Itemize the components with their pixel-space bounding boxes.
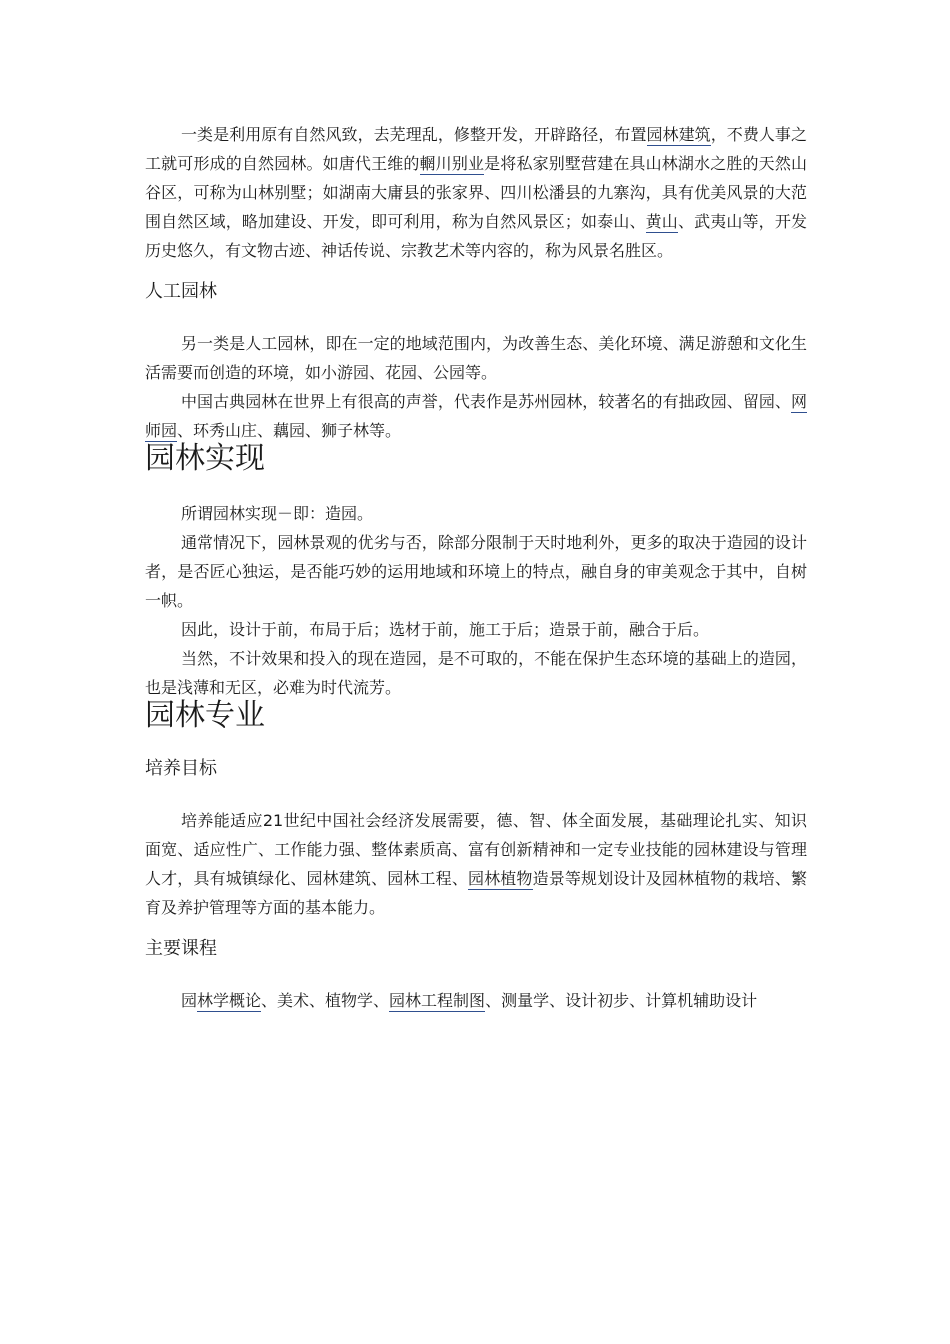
heading-garden-realization: 园林实现 bbox=[145, 441, 265, 476]
link-wangchuan-villa[interactable]: 輞川别业 bbox=[419, 154, 485, 173]
heading-garden-major: 园林专业 bbox=[145, 698, 265, 733]
link-garden-plants[interactable]: 园林植物 bbox=[467, 869, 533, 888]
text-run: 一类是利用原有自然风致，去芜理乱，修整开发，开辟路径，布置 bbox=[181, 125, 647, 144]
realization-paragraph-4: 当然，不计效果和投入的现在造园，是不可取的，不能在保护生态环境的基础上的造园，也是浅薄和无区，必难为时代流芳。 bbox=[145, 649, 807, 697]
text-run: 、美术、植物学、 bbox=[261, 991, 390, 1010]
link-master-of-nets-garden[interactable]: 网师园 bbox=[145, 392, 807, 440]
century-number: 21 bbox=[262, 811, 284, 830]
realization-paragraph-3: 因此，设计于前，布局于后；选材于前，施工于后；造景于前，融合于后。 bbox=[181, 620, 710, 639]
main-courses-paragraph bbox=[145, 986, 807, 1015]
link-garden-architecture[interactable]: 园林建筑 bbox=[646, 125, 711, 144]
artificial-garden-paragraph: 另一类是人工园林，即在一定的地域范围内，为改善生态、美化环境、满足游憩和文化生活需要而创造的环境，如小游园、花园、公园等。 bbox=[145, 334, 807, 382]
text-run: 培养能适应 bbox=[181, 811, 263, 830]
text-run: 、测量学、设计初步、计算机辅助设计 bbox=[485, 991, 758, 1010]
text-run: ，不费人事之工就可形成的自然园林。如唐代王维的 bbox=[145, 125, 807, 173]
text-run: 世纪中国社会经济发展需要，德、智、体全面发展，基础理论扎实、知识面宽、适应性广、工作能力强、整体素质高、富有创新精神和一定专业技能的园林建设与管理人才，具有城镇绿化、园林建筑、园林工程、 bbox=[145, 811, 807, 888]
text-run: 是将私家别墅营建在具山林湖水之胜的天然山谷区，可称为山林别墅；如湖南大庸县的张家界、四川松潘县的九寨沟，具有优美风景的大范围自然区域，略加建设、开发，即可利用，称为自然风景区；如泰山、 bbox=[145, 154, 807, 231]
text-run: 、环秀山庄、藕园、狮子林等。 bbox=[177, 421, 402, 440]
natural-garden-paragraph bbox=[145, 120, 807, 265]
text-run: 园 bbox=[181, 991, 198, 1010]
heading-main-courses: 主要课程 bbox=[145, 938, 217, 959]
link-huangshan[interactable]: 黄山 bbox=[645, 212, 678, 231]
text-run: 中国古典园林在世界上有很高的声誉，代表作是苏州园林，较著名的有拙政园、留园、 bbox=[181, 392, 791, 411]
realization-paragraph-1: 所谓园林实现－即：造园。 bbox=[181, 504, 374, 523]
link-introduction-to-landscape-architecture[interactable]: 林学概论 bbox=[197, 991, 262, 1010]
text-run: 、武夷山等，开发历史悠久，有文物古迹、神话传说、宗教艺术等内容的，称为风景名胜区。 bbox=[145, 212, 807, 260]
link-garden-engineering-drawing[interactable]: 园林工程制图 bbox=[389, 991, 486, 1010]
classical-garden-paragraph bbox=[145, 387, 807, 445]
realization-paragraph-2: 通常情况下，园林景观的优劣与否，除部分限制于天时地利外，更多的取决于造园的设计者，是否匠心独运，是否能巧妙的运用地域和环境上的特点，融自身的审美观念于其中，自树一帜。 bbox=[145, 533, 807, 610]
training-goals-paragraph bbox=[145, 806, 807, 922]
document-body bbox=[145, 120, 807, 1023]
heading-artificial-garden: 人工园林 bbox=[145, 281, 217, 302]
heading-training-goals: 培养目标 bbox=[145, 758, 217, 779]
text-run: 造景等规划设计及园林植物的栽培、繁育及养护管理等方面的基本能力。 bbox=[145, 869, 807, 917]
